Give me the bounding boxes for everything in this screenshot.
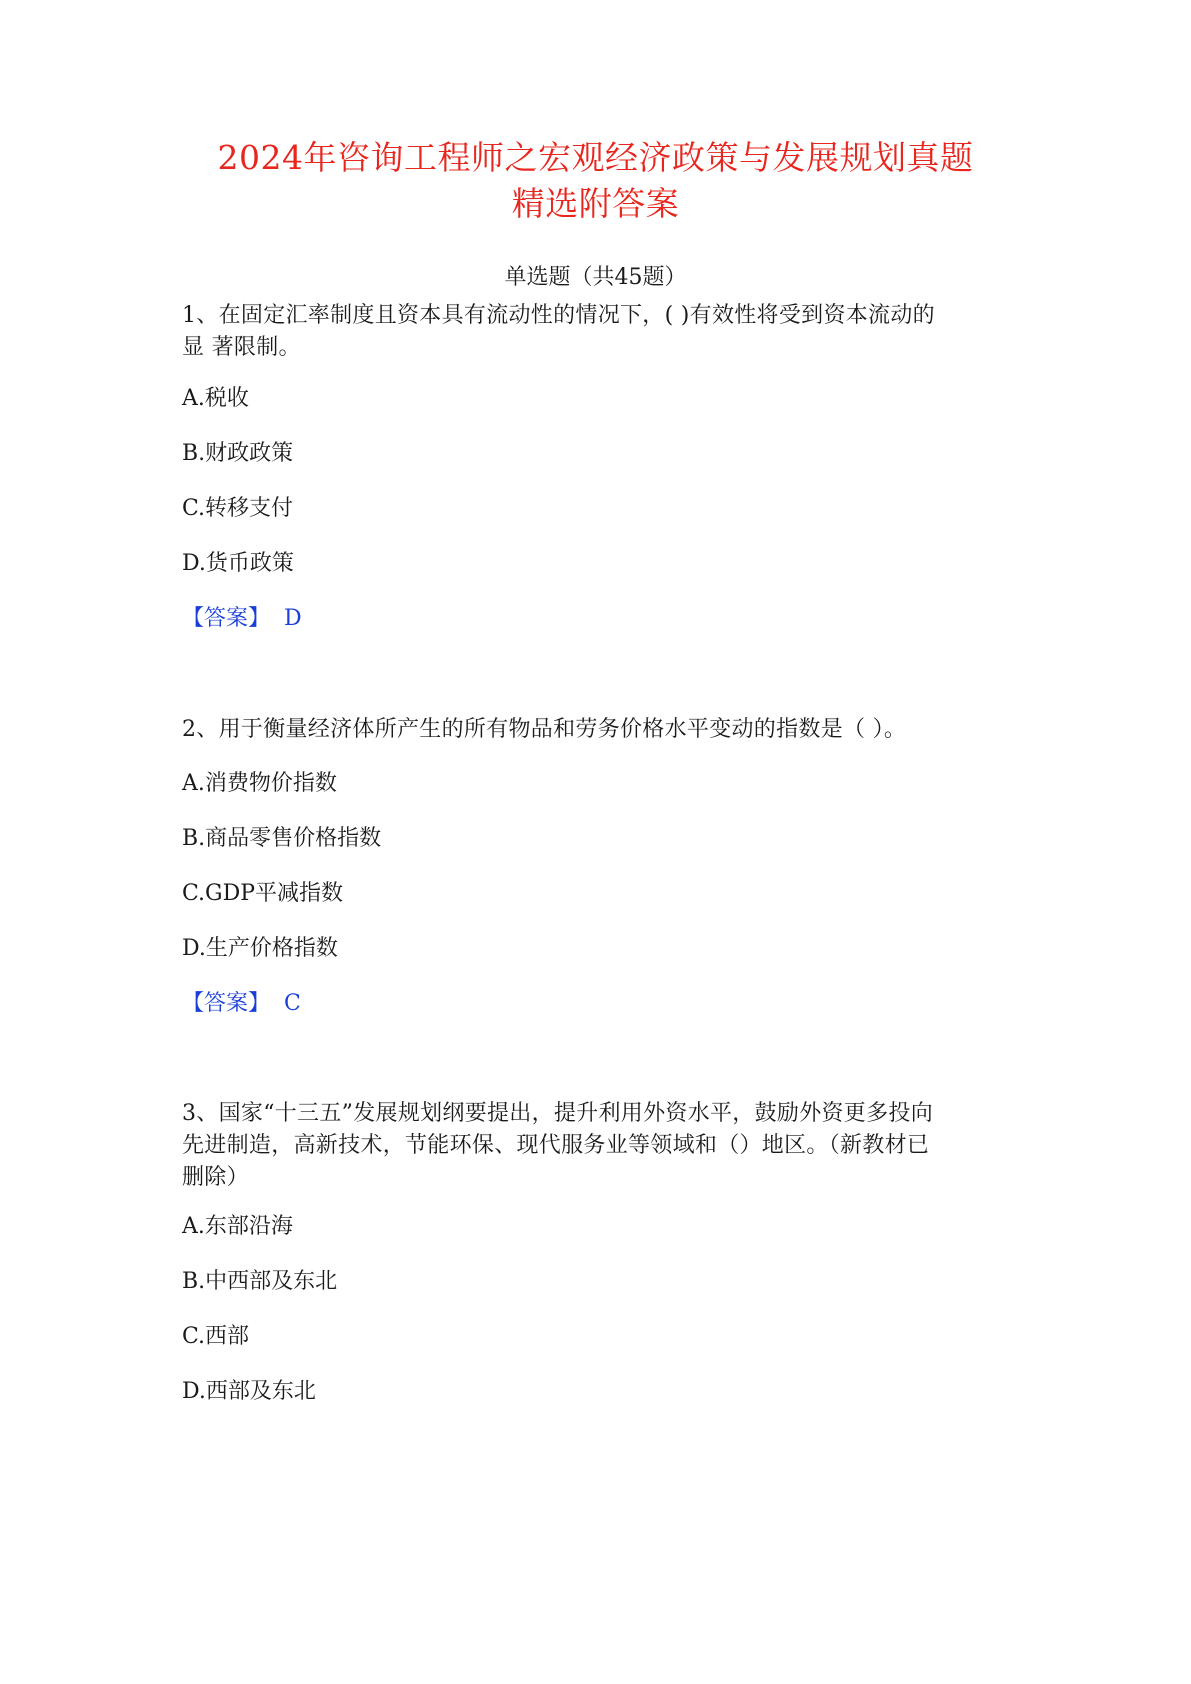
document-title-line-2: 精选附答案 bbox=[511, 184, 680, 223]
question-3-option-d: D.西部及东北 bbox=[182, 1379, 316, 1404]
question-3-option-a: A.东部沿海 bbox=[182, 1214, 293, 1239]
question-2-option-a: A.消费物价指数 bbox=[182, 771, 337, 796]
question-2-option-b: B.商品零售价格指数 bbox=[182, 826, 382, 851]
document-title-line-1: 2024年咨询工程师之宏观经济政策与发展规划真题 bbox=[217, 138, 974, 177]
question-1-answer bbox=[182, 604, 302, 634]
question-1-stem-line-1: 1、在固定汇率制度且资本具有流动性的情况下，( )有效性将受到资本流动的 bbox=[182, 303, 935, 328]
question-3-stem-line-1: 3、国家“十三五”发展规划纲要提出，提升利用外资水平，鼓励外资更多投向 bbox=[182, 1101, 933, 1126]
question-2-stem-line-1: 2、用于衡量经济体所产生的所有物品和劳务价格水平变动的指数是（ ）。 bbox=[182, 717, 907, 742]
question-1-option-b: B.财政政策 bbox=[182, 441, 294, 466]
question-2-answer bbox=[182, 989, 301, 1019]
question-1-stem-line-2: 显 著限制。 bbox=[182, 335, 301, 360]
question-3-stem-line-2: 先进制造，高新技术，节能环保、现代服务业等领域和（）地区。（新教材已 bbox=[182, 1133, 930, 1158]
question-3-option-c: C.西部 bbox=[182, 1324, 250, 1349]
question-1-option-d: D.货币政策 bbox=[182, 551, 294, 576]
question-3-option-b: B.中西部及东北 bbox=[182, 1269, 338, 1294]
question-1-option-a: A.税收 bbox=[182, 386, 249, 411]
question-3-stem-line-3: 删除） bbox=[182, 1165, 249, 1190]
answer-value: D bbox=[284, 606, 302, 631]
answer-label: 【答案】 bbox=[182, 606, 271, 631]
question-1-option-c: C.转移支付 bbox=[182, 496, 294, 521]
answer-value: C bbox=[284, 991, 301, 1016]
section-heading: 单选题（共45题） bbox=[504, 265, 687, 290]
answer-label: 【答案】 bbox=[182, 991, 271, 1016]
question-2-option-d: D.生产价格指数 bbox=[182, 936, 338, 961]
question-2-option-c: C.GDP平减指数 bbox=[182, 881, 344, 906]
